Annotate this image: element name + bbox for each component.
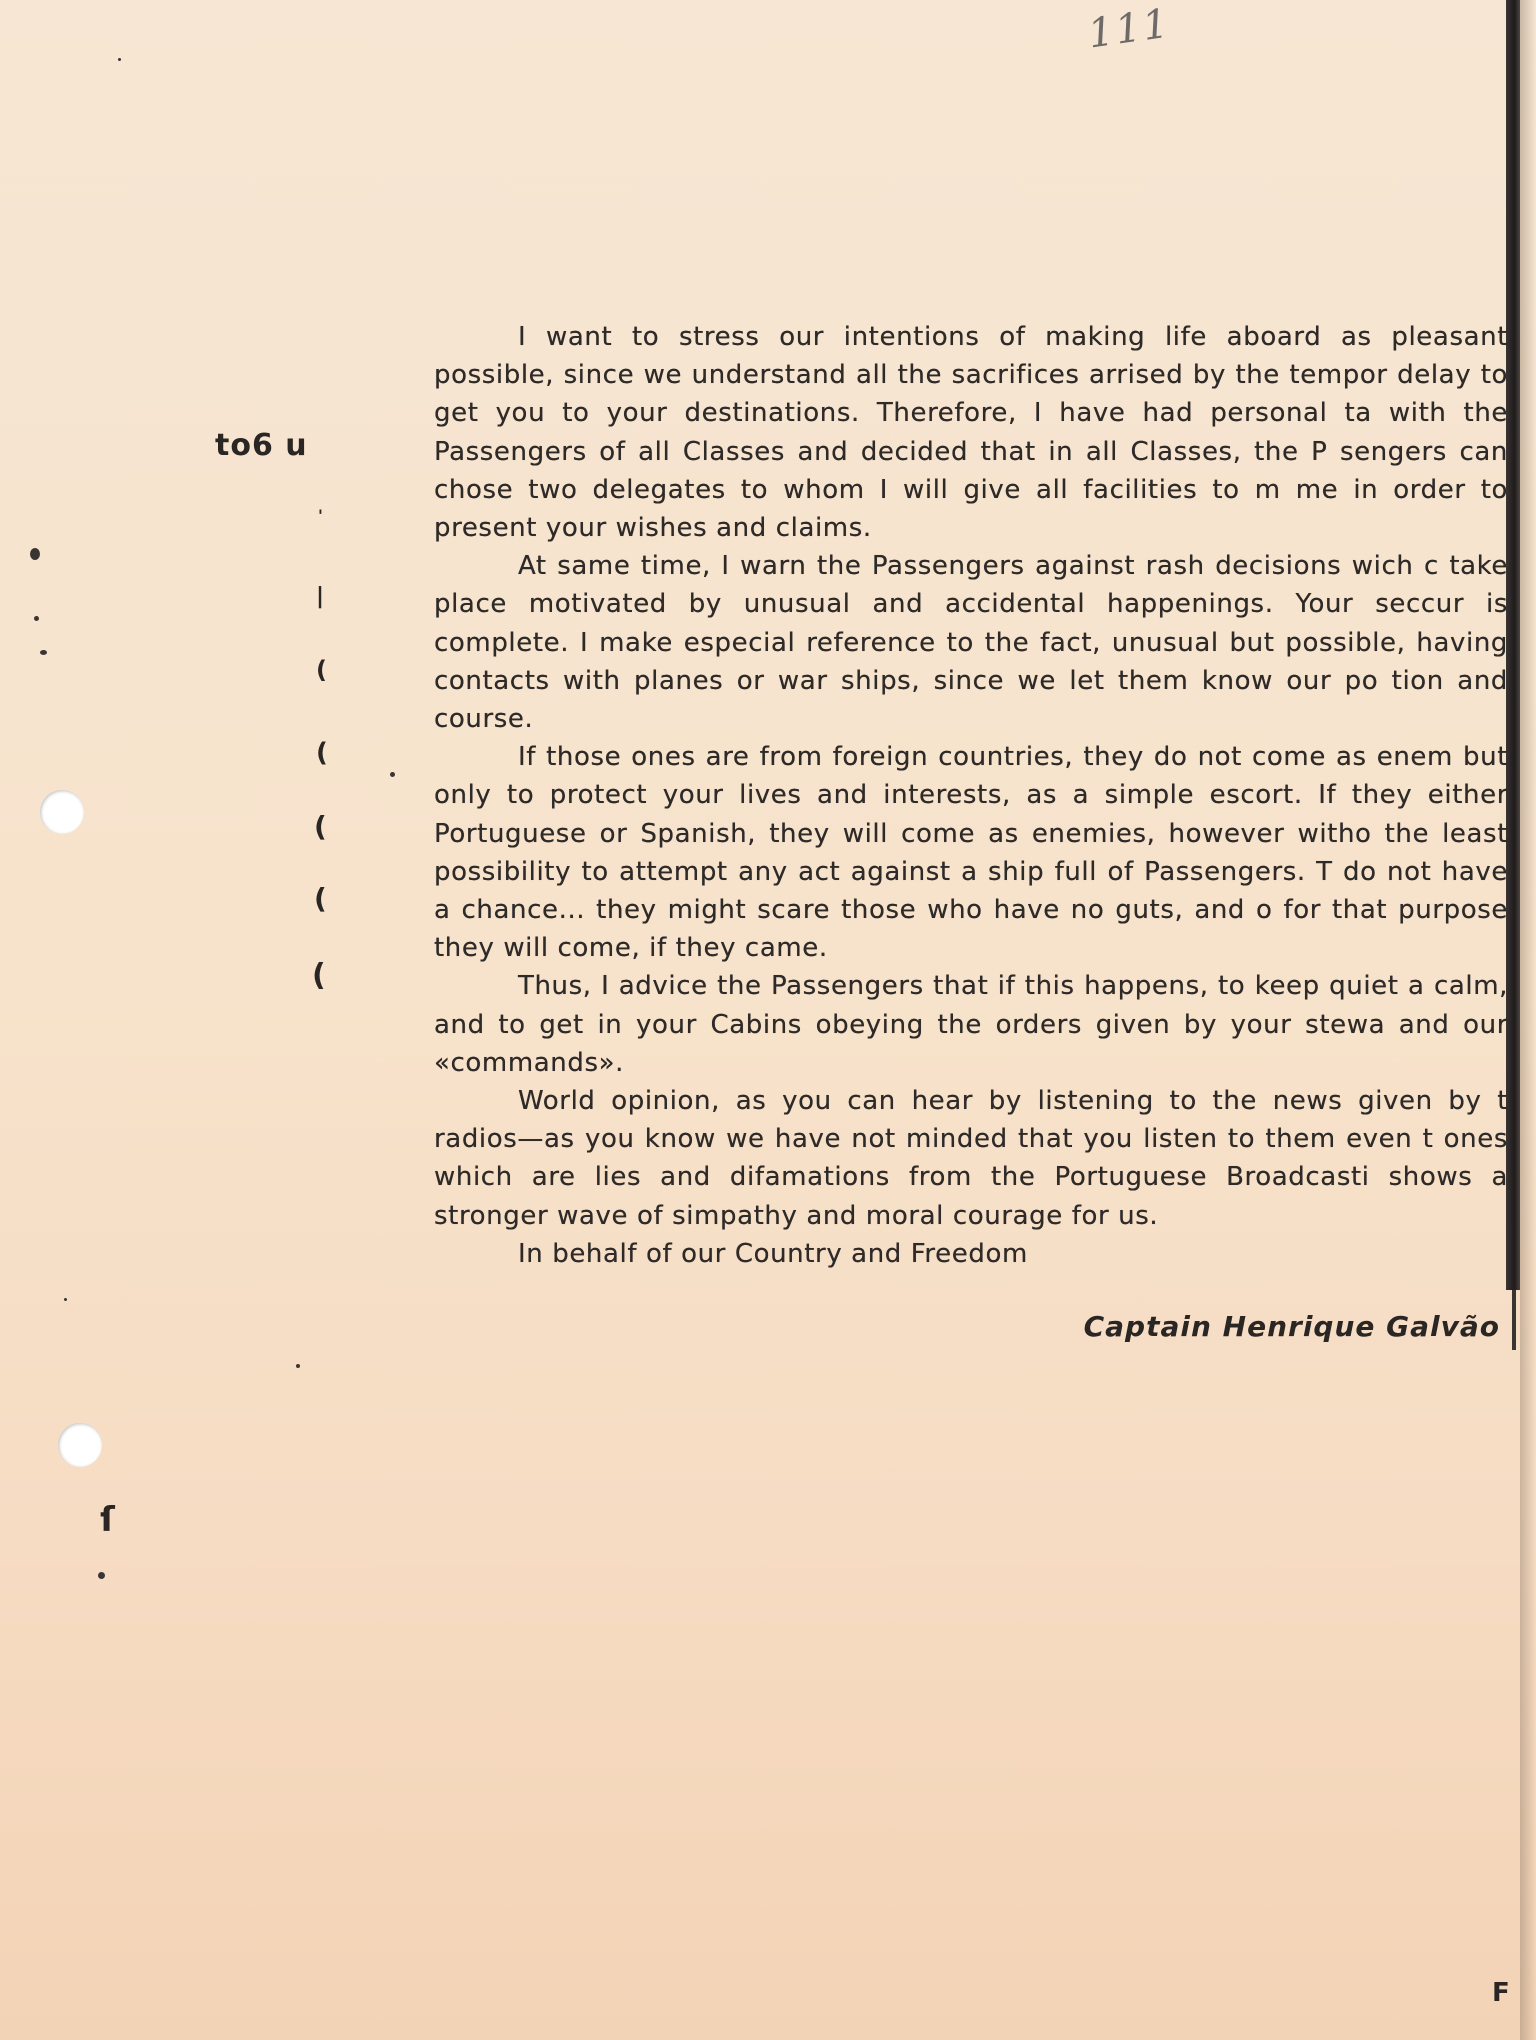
ink-speck (390, 772, 395, 777)
punch-hole-icon (58, 1423, 102, 1467)
ink-speck (34, 616, 39, 621)
ink-speck (296, 1364, 300, 1368)
ink-speck (40, 650, 47, 655)
margin-tick-mark: ſ (100, 1500, 115, 1540)
margin-tick-mark: | (316, 584, 325, 609)
page-edge-gradient (1520, 0, 1536, 2040)
ink-speck (118, 58, 121, 61)
letter-paragraph: World opinion, as you can hear by listening to the news given by t radios—as you know we have not minded that you listen to them even t ones which are lies and difamations from the Portuguese Broadcasti shows a stronger wave of simpathy and moral courage for us. (434, 1086, 1508, 1231)
margin-tick-mark: ( (314, 882, 327, 915)
margin-tick-mark: ( (312, 958, 326, 993)
letter-paragraph: If those ones are from foreign countries, they do not come as enem but only to protect your lives and interests, as a simple escort. If they either Portuguese or Spanish, they will come as enemies, however witho the least possibility to attempt any act against a ship full of Passengers. T do not have a chance... they might scare those who have no guts, and o for that purpose they will come, if they came. (434, 742, 1508, 964)
ink-speck (30, 548, 40, 560)
page-edge-shadow (1506, 0, 1520, 1290)
ink-speck (98, 1572, 105, 1579)
page-edge-shadow-lower (1512, 1290, 1516, 1350)
letter-closing: In behalf of our Country and Freedom (518, 1238, 1028, 1269)
letter-body (434, 318, 1508, 1358)
margin-tick-mark: ( (316, 656, 327, 684)
margin-tick-mark: ( (314, 810, 327, 843)
letter-paragraph: At same time, I warn the Passengers against rash decisions wich c take place motivated by unusual and accidental happenings. Your seccur is complete. I make especial reference to the fact, unusual but possible, having contacts with planes or war ships, since we let them know our po tion and course. (434, 551, 1508, 735)
margin-stamp: to6 u (215, 428, 308, 463)
ink-speck (64, 1298, 67, 1301)
punch-hole-icon (40, 790, 84, 834)
letter-paragraph: I want to stress our intentions of making life aboard as pleasant possible, since we understand all the sacrifices arrised by the tempor delay to get you to your destinations. Therefore, I have had personal ta with the Passengers of all Classes and decided that in all Classes, the P sengers can chose two delegates to whom I will give all facilities to m me in order to present your wishes and claims. (434, 322, 1508, 544)
page-number: 111 (1085, 0, 1174, 58)
letter-paragraph: Thus, I advice the Passengers that if this happens, to keep quiet a calm, and to get in your Cabins obeying the orders given by your stewa and our «commands». (434, 971, 1508, 1078)
corner-mark: F (1492, 1978, 1510, 2008)
margin-tick-mark: ' (318, 506, 323, 525)
signature: Captain Henrique Galvão (1083, 1310, 1500, 1343)
margin-tick-mark: ( (316, 738, 328, 768)
